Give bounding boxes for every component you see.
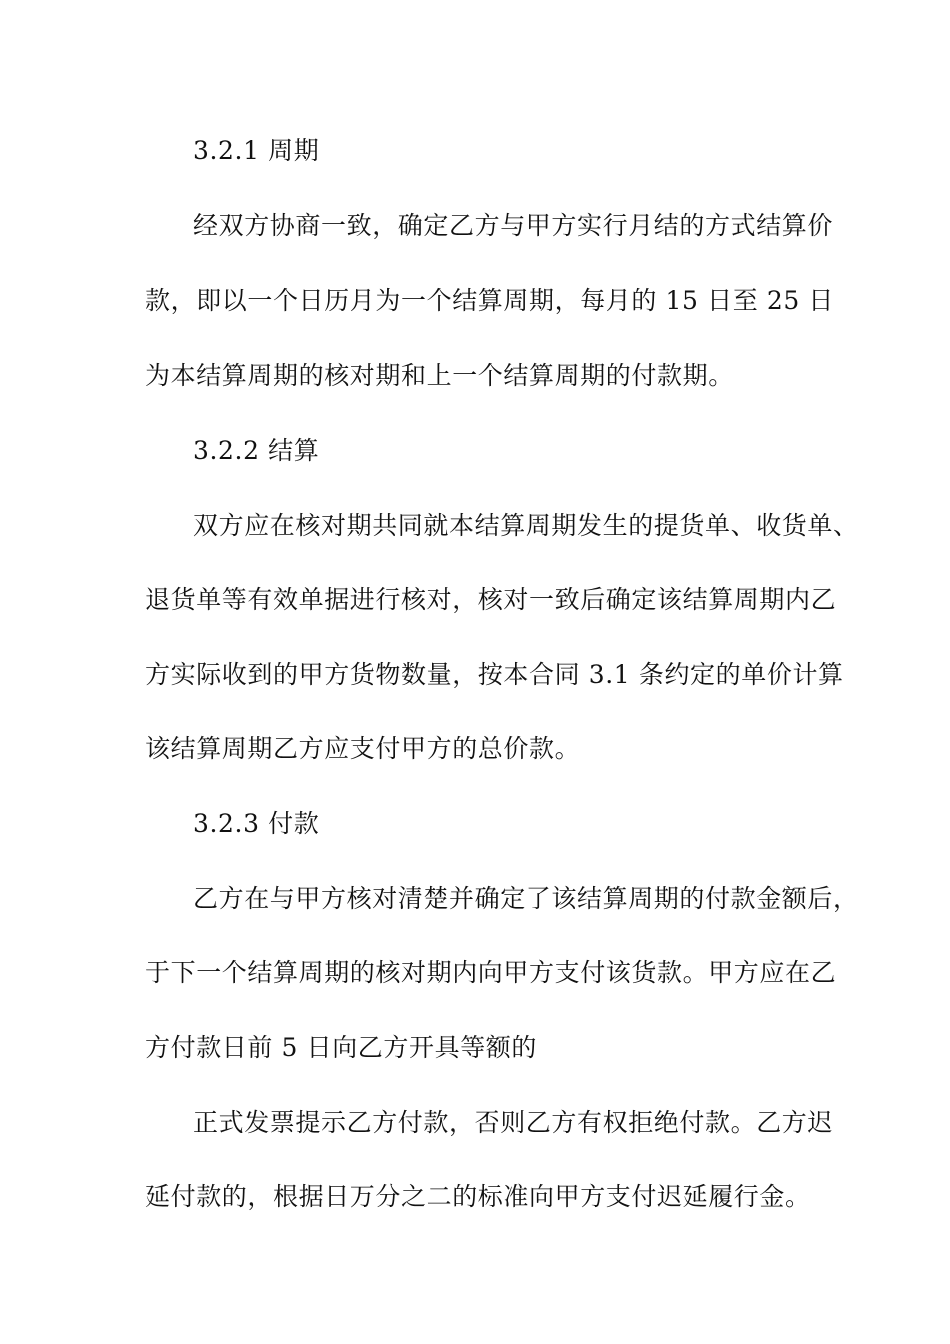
paragraph-line: 方实际收到的甲方货物数量，按本合同 3.1 条约定的单价计算 xyxy=(145,660,844,689)
paragraph-line: 款，即以一个日历月为一个结算周期，每月的 15 日至 25 日 xyxy=(145,286,835,315)
paragraph-line: 于下一个结算周期的核对期内向甲方支付该货款。甲方应在乙 xyxy=(145,958,837,987)
paragraph-line: 双方应在核对期共同就本结算周期发生的提货单、收货单、 xyxy=(193,511,859,540)
paragraph-line: 经双方协商一致，确定乙方与甲方实行月结的方式结算价 xyxy=(193,211,834,240)
paragraph-line: 延付款的，根据日万分之二的标准向甲方支付迟延履行金。 xyxy=(145,1182,811,1211)
paragraph-line: 正式发票提示乙方付款，否则乙方有权拒绝付款。乙方迟 xyxy=(193,1108,834,1137)
paragraph-line: 方付款日前 5 日向乙方开具等额的 xyxy=(145,1033,538,1062)
paragraph-line: 该结算周期乙方应支付甲方的总价款。 xyxy=(145,734,581,763)
section-heading-3-2-1: 3.2.1 周期 xyxy=(193,136,320,165)
section-heading-3-2-2: 3.2.2 结算 xyxy=(193,436,320,465)
section-heading-3-2-3: 3.2.3 付款 xyxy=(193,809,320,838)
paragraph-line: 乙方在与甲方核对清楚并确定了该结算周期的付款金额后， xyxy=(193,884,859,913)
paragraph-line: 为本结算周期的核对期和上一个结算周期的付款期。 xyxy=(145,361,734,390)
paragraph-line: 退货单等有效单据进行核对，核对一致后确定该结算周期内乙 xyxy=(145,585,837,614)
